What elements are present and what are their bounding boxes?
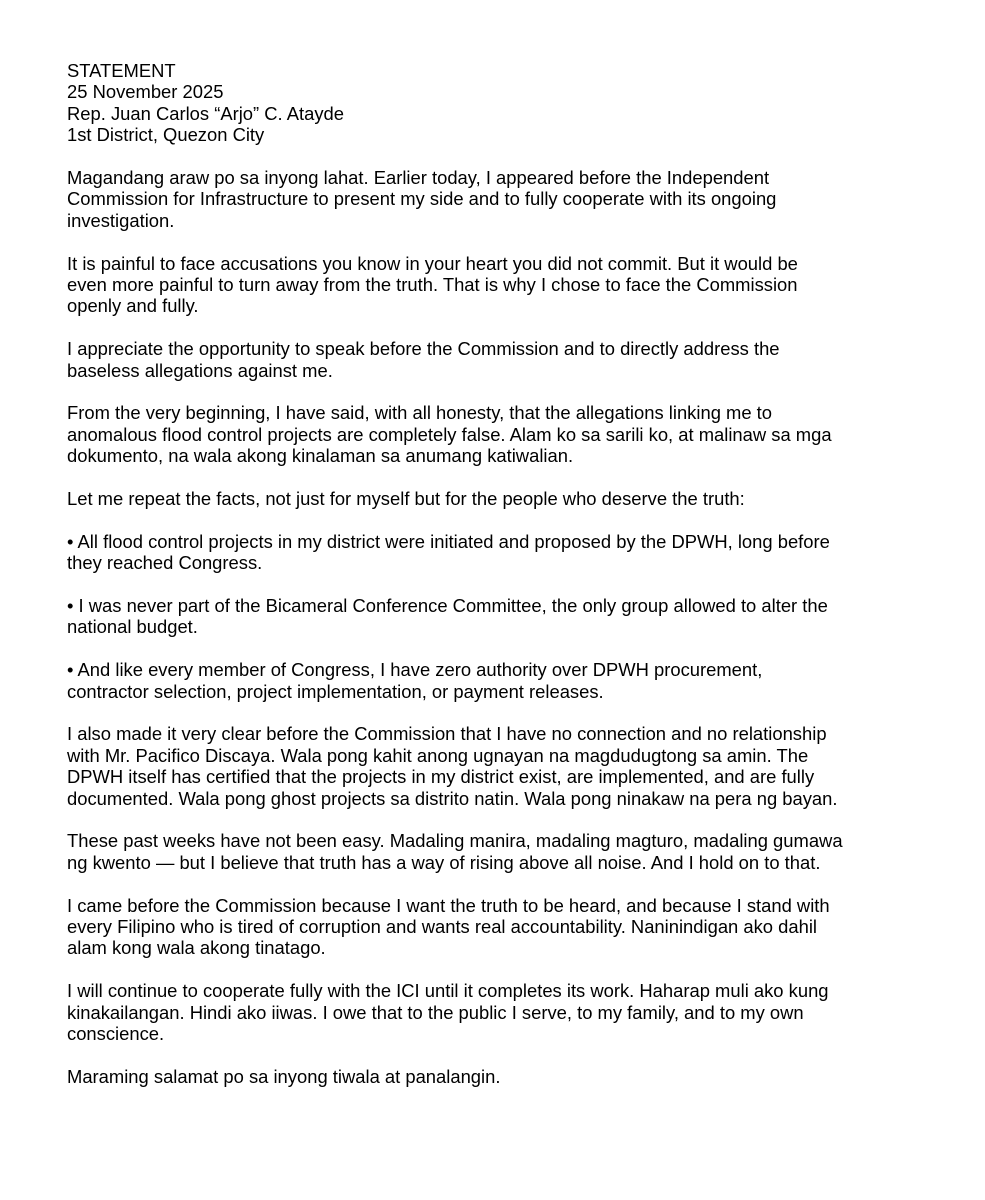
paragraph-cooperate: I will continue to cooperate fully with the ICI until it completes its work. Haharap muli ako kung kinakailangan. Hindi ako iiwas. I owe that to the public I serve, to my family, and to my own conscience. bbox=[67, 980, 829, 1045]
statement-date: 25 November 2025 bbox=[67, 81, 224, 103]
paragraph-denial: From the very beginning, I have said, with all honesty, that the allegations linking me to anomalous flood control projects are completely false. Alam ko sa sarili ko, at malinaw sa mga dokumento, na wala akong kinalaman sa anumang katiwalian. bbox=[67, 402, 832, 467]
paragraph-no-connection: I also made it very clear before the Commission that I have no connection and no relationship with Mr. Pacifico Discaya. Wala pong kahit anong ugnayan na magdudugtong sa amin. The DPWH itself has certified that the projects in my district exist, are implemented, and are fully documented. Wala pong ghost projects sa distrito natin. Wala pong ninakaw na pera ng bayan. bbox=[67, 723, 838, 809]
paragraph-closing: Maraming salamat po sa inyong tiwala at panalangin. bbox=[67, 1065, 501, 1087]
paragraph-facts-intro: Let me repeat the facts, not just for myself but for the people who deserve the truth: bbox=[67, 488, 745, 510]
paragraph-accusations: It is painful to face accusations you know in your heart you did not commit. But it would be even more painful to turn away from the truth. That is why I chose to face the Commission openly and fully. bbox=[67, 252, 798, 317]
bullet-item: • And like every member of Congress, I have zero authority over DPWH procurement, contractor selection, project implementation, or payment releases. bbox=[67, 659, 763, 702]
paragraph-appreciation: I appreciate the opportunity to speak before the Commission and to directly address the baseless allegations against me. bbox=[67, 338, 780, 381]
bullet-item: • I was never part of the Bicameral Conference Committee, the only group allowed to alter the national budget. bbox=[67, 595, 828, 638]
paragraph-past-weeks: These past weeks have not been easy. Madaling manira, madaling magturo, madaling gumawa ng kwento — but I believe that truth has a way of rising above all noise. And I hold on to that. bbox=[67, 830, 843, 873]
paragraph-came-before: I came before the Commission because I want the truth to be heard, and because I stand with every Filipino who is tired of corruption and wants real accountability. Naninindigan ako dahil alam kong wala akong tinatago. bbox=[67, 894, 830, 959]
document-title: STATEMENT bbox=[67, 60, 176, 81]
bullet-item: • All flood control projects in my district were initiated and proposed by the DPWH, long before they reached Congress. bbox=[67, 530, 830, 574]
statement-body bbox=[67, 167, 947, 1087]
author-name: Rep. Juan Carlos “Arjo” C. Atayde bbox=[67, 102, 344, 124]
statement-header bbox=[67, 60, 947, 146]
statement-document bbox=[67, 60, 947, 1087]
author-district: 1st District, Quezon City bbox=[67, 124, 265, 146]
paragraph-greeting: Magandang araw po sa inyong lahat. Earlier today, I appeared before the Independent Commission for Infrastructure to present my side and to fully cooperate with its ongoing investigation. bbox=[67, 167, 777, 231]
